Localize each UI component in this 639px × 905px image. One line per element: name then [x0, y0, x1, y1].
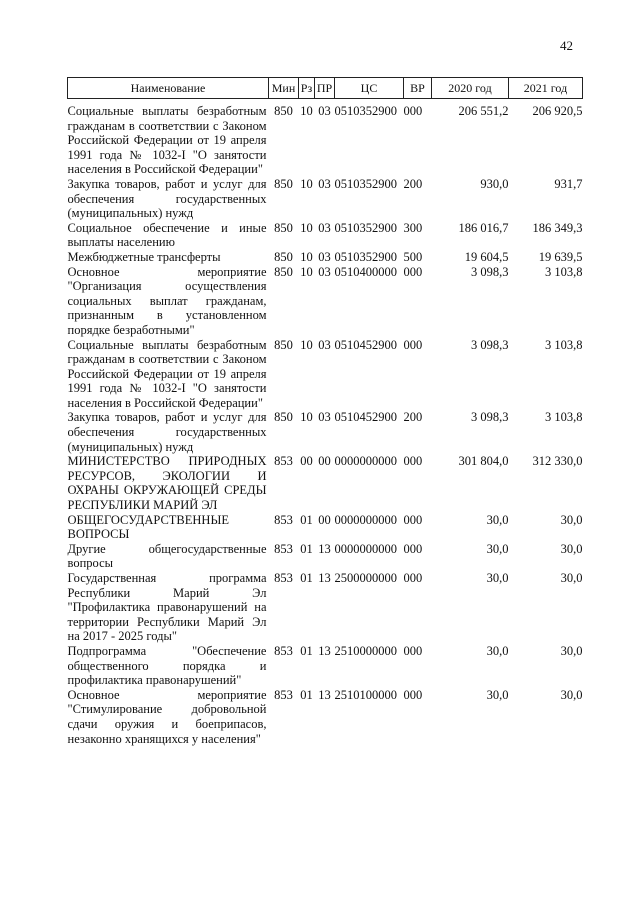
row-cs: 0510352900	[334, 104, 397, 118]
header-rz: Рз	[299, 78, 315, 99]
row-value-2020: 30,0	[486, 541, 509, 556]
row-value-2020: 301 804,0	[458, 454, 509, 469]
row-name: Социальное обеспечение и иные выплаты населению	[67, 220, 267, 250]
row-vr: 000	[403, 687, 423, 702]
row-rz: 01	[300, 643, 313, 658]
row-value-2020: 3 098,3	[471, 410, 509, 425]
row-value-2021: 30,0	[560, 512, 583, 527]
row-pr: 03	[318, 249, 331, 264]
row-name: Социальные выплаты безработным гражданам в соответствии с Законом Российской Федерации от 19 апреля 1991 года № 1032-I "О занятости населения в Российской Федерации"	[67, 104, 267, 177]
row-cs: 0510352900	[334, 220, 397, 235]
row-value-2021: 30,0	[560, 541, 583, 556]
row-cs: 2510100000	[334, 687, 397, 702]
row-name: Государственная программа Республики Марий Эл "Профилактика правонарушений на территории Республики Марий Эл на 2017 - 2025 годы"	[67, 571, 267, 644]
row-pr: 03	[318, 176, 331, 191]
row-pr: 13	[318, 571, 331, 585]
row-value-2021: 30,0	[560, 687, 583, 702]
row-value-2020: 30,0	[486, 571, 509, 585]
row-name: Закупка товаров, работ и услуг для обеспечения государственных (муниципальных) нужд	[67, 176, 267, 221]
table-row	[68, 542, 583, 571]
row-value-2021: 19 639,5	[538, 249, 583, 264]
row-rz: 01	[300, 687, 313, 702]
row-vr: 000	[403, 512, 423, 527]
row-min: 850	[274, 337, 293, 352]
row-value-2021: 3 103,8	[545, 264, 583, 279]
row-value-2021: 3 103,8	[545, 410, 583, 425]
row-rz: 10	[300, 249, 313, 264]
row-value-2020: 3 098,3	[471, 264, 509, 279]
row-pr: 03	[318, 410, 331, 425]
table-row	[68, 177, 583, 221]
row-cs: 0510352900	[334, 249, 397, 264]
row-value-2020: 3 098,3	[471, 337, 509, 352]
row-value-2021: 30,0	[560, 643, 583, 658]
row-value-2021: 30,0	[560, 571, 583, 585]
row-pr: 03	[318, 264, 331, 279]
row-min: 853	[274, 541, 293, 556]
row-rz: 10	[300, 220, 313, 235]
row-vr: 000	[403, 454, 423, 469]
row-vr: 000	[403, 337, 423, 352]
table-row	[68, 265, 583, 338]
row-vr: 000	[403, 541, 423, 556]
row-rz: 10	[300, 104, 313, 118]
row-cs: 0510400000	[334, 264, 397, 279]
header-min: Мин	[269, 78, 299, 99]
row-value-2020: 930,0	[480, 176, 509, 191]
row-vr: 300	[403, 220, 423, 235]
row-name: Межбюджетные трансферты	[67, 249, 221, 264]
row-min: 853	[274, 512, 293, 527]
row-vr: 000	[403, 571, 423, 585]
row-vr: 500	[403, 249, 423, 264]
row-cs: 0510452900	[334, 410, 397, 425]
row-cs: 0000000000	[334, 541, 397, 556]
row-min: 850	[274, 264, 293, 279]
row-rz: 01	[300, 512, 313, 527]
row-rz: 10	[300, 176, 313, 191]
table-row	[68, 571, 583, 644]
header-2021: 2021 год	[509, 78, 583, 99]
row-value-2020: 206 551,2	[458, 104, 509, 118]
table-row	[68, 250, 583, 265]
table-row	[68, 338, 583, 411]
header-name: Наименование	[68, 78, 269, 99]
row-value-2020: 30,0	[486, 643, 509, 658]
row-min: 850	[274, 220, 293, 235]
row-cs: 2510000000	[334, 643, 397, 658]
row-vr: 200	[403, 410, 423, 425]
table-row	[68, 410, 583, 454]
row-value-2021: 931,7	[554, 176, 583, 191]
row-value-2020: 19 604,5	[464, 249, 509, 264]
row-name: Подпрограмма "Обеспечение общественного порядка и профилактика правонарушений"	[67, 643, 267, 688]
row-min: 850	[274, 176, 293, 191]
header-2020: 2020 год	[432, 78, 509, 99]
row-cs: 0510452900	[334, 337, 397, 352]
row-pr: 13	[318, 643, 331, 658]
row-rz: 01	[300, 541, 313, 556]
table-row	[68, 454, 583, 512]
page-number: 42	[560, 38, 573, 53]
row-pr: 03	[318, 337, 331, 352]
row-value-2020: 186 016,7	[458, 220, 509, 235]
row-name: Основное мероприятие "Организация осуществления социальных выплат гражданам, признанным в установленном порядке безработными"	[67, 264, 267, 337]
row-value-2021: 3 103,8	[545, 337, 583, 352]
row-min: 850	[274, 249, 293, 264]
row-min: 853	[274, 454, 293, 469]
row-pr: 13	[318, 541, 331, 556]
row-vr: 000	[403, 104, 423, 118]
header-pr: ПР	[315, 78, 335, 99]
row-name: Другие общегосударственные вопросы	[67, 541, 267, 571]
table-row	[68, 644, 583, 688]
row-value-2021: 206 920,5	[532, 104, 583, 118]
row-name: ОБЩЕГОСУДАРСТВЕННЫЕ ВОПРОСЫ	[67, 512, 229, 542]
row-min: 850	[274, 104, 293, 118]
header-vr: ВР	[404, 78, 432, 99]
row-pr: 03	[318, 104, 331, 118]
table-row	[68, 221, 583, 250]
row-name: Социальные выплаты безработным гражданам в соответствии с Законом Российской Федерации от 19 апреля 1991 года № 1032-I "О занятости населения в Российской Федерации"	[67, 337, 267, 410]
row-rz: 10	[300, 337, 313, 352]
row-value-2020: 30,0	[486, 512, 509, 527]
row-vr: 000	[403, 264, 423, 279]
row-vr: 200	[403, 176, 423, 191]
row-min: 850	[274, 410, 293, 425]
row-value-2021: 186 349,3	[532, 220, 583, 235]
row-min: 853	[274, 687, 293, 702]
row-pr: 03	[318, 220, 331, 235]
table-row	[68, 513, 583, 542]
budget-table	[67, 77, 583, 746]
row-pr: 00	[318, 512, 331, 527]
row-rz: 00	[300, 454, 313, 469]
row-rz: 01	[300, 571, 313, 585]
table-row	[68, 688, 583, 746]
row-name: МИНИСТЕРСТВО ПРИРОДНЫХ РЕСУРСОВ, ЭКОЛОГИИ И ОХРАНЫ ОКРУЖАЮЩЕЙ СРЕДЫ РЕСПУБЛИКИ МАРИЙ ЭЛ	[67, 454, 267, 513]
row-cs: 0000000000	[334, 512, 397, 527]
row-pr: 00	[318, 454, 331, 469]
row-value-2020: 30,0	[486, 687, 509, 702]
row-pr: 13	[318, 687, 331, 702]
row-name: Закупка товаров, работ и услуг для обеспечения государственных (муниципальных) нужд	[67, 410, 267, 454]
header-cs: ЦС	[335, 78, 404, 99]
row-cs: 0000000000	[334, 454, 397, 469]
row-cs: 0510352900	[334, 176, 397, 191]
row-rz: 10	[300, 410, 313, 425]
row-rz: 10	[300, 264, 313, 279]
row-name: Основное мероприятие "Стимулирование добровольной сдачи оружия и боеприпасов, незаконно хранящихся у населения"	[67, 687, 267, 746]
row-min: 853	[274, 571, 293, 585]
row-cs: 2500000000	[334, 571, 397, 585]
row-vr: 000	[403, 643, 423, 658]
row-value-2021: 312 330,0	[532, 454, 583, 469]
table-row	[68, 99, 583, 177]
table-header-row	[68, 78, 583, 99]
row-min: 853	[274, 643, 293, 658]
